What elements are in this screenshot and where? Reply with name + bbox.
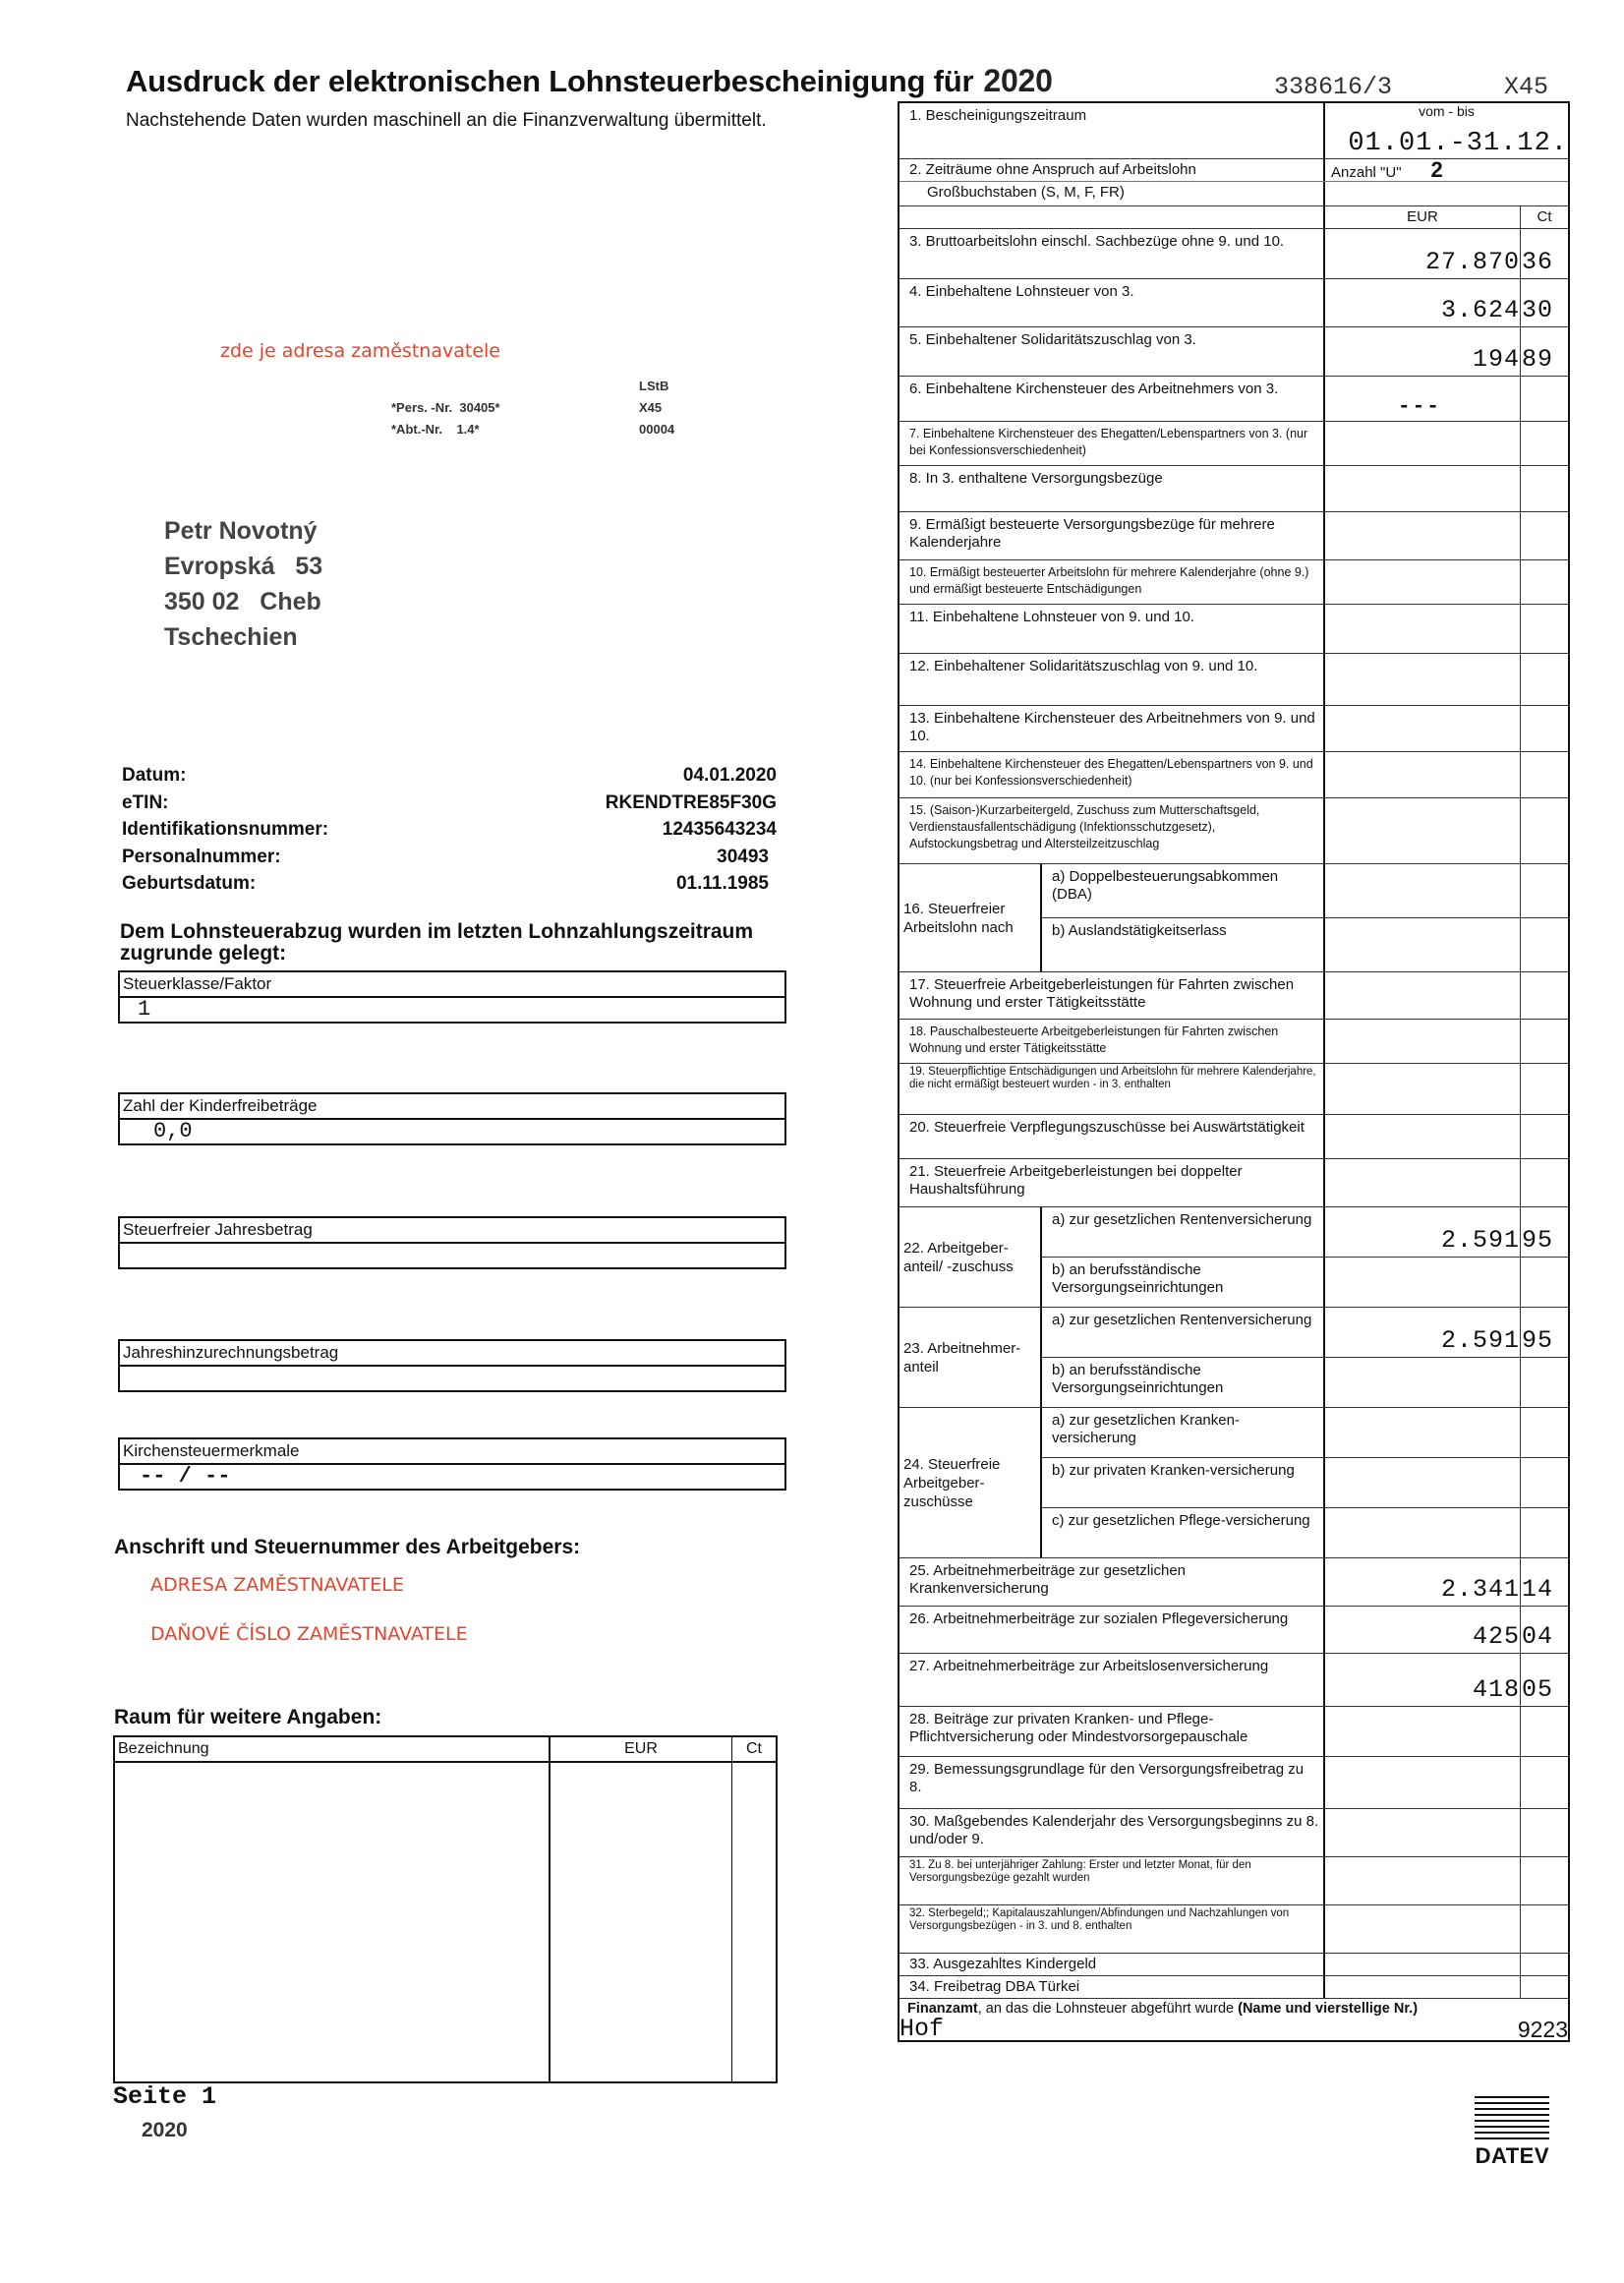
group-22 <box>899 1207 1568 1308</box>
ct-cell <box>1521 512 1568 559</box>
row-8 <box>899 466 1568 512</box>
row-3 <box>899 229 1568 279</box>
eur-cell <box>1325 1358 1521 1407</box>
period-header: vom - bis <box>1419 103 1475 119</box>
row-label: b) Auslandstätigkeitserlass <box>1042 918 1325 971</box>
ct-value: 89 <box>1522 345 1554 374</box>
title-text: Ausdruck der elektronischen Lohnsteuerbescheinigung für <box>126 64 974 98</box>
ct-cell <box>1521 1508 1568 1557</box>
eur-cell <box>1325 229 1521 278</box>
ct-cell <box>1521 1408 1568 1457</box>
row-9 <box>899 512 1568 560</box>
anzahl-value: 2 <box>1430 157 1443 182</box>
finanzamt-label-text: , an das die Lohnsteuer abgeführt wurde <box>977 2001 1239 2017</box>
eur-cell <box>1325 1308 1521 1357</box>
group-items <box>1042 1308 1568 1407</box>
row-27 <box>899 1654 1568 1707</box>
ct-cell <box>1521 1358 1568 1407</box>
code-x45: X45 <box>639 400 663 415</box>
ct-cell <box>1521 1857 1568 1904</box>
row-10 <box>899 560 1568 605</box>
weitere-angaben-table <box>113 1735 778 2083</box>
row-label: a) Doppelbesteuerungsabkommen (DBA) <box>1042 864 1325 917</box>
finanzamt-number: 9223 <box>1517 2017 1568 2042</box>
info-row <box>122 819 777 847</box>
field-label: Jahreshinzurechnungsbetrag <box>120 1341 784 1367</box>
ct-cell <box>1521 605 1568 653</box>
eur-cell <box>1325 377 1521 421</box>
ct-cell <box>1521 864 1568 917</box>
ct-cell <box>1521 1308 1568 1357</box>
row-label: 18. Pauschalbesteuerte Arbeitgeberleistungen für Fahrten zwischen Wohnung und erster Tätigkeitsstätte <box>899 1020 1325 1063</box>
row-label: 14. Einbehaltene Kirchensteuer des Ehegatten/Lebenspartners von 9. und 10. (nur bei Konfessionsverschiedenheit) <box>899 752 1325 797</box>
info-value: RKENDTRE85F30G <box>605 791 777 813</box>
ct-cell <box>1521 1707 1568 1756</box>
group-label: 23. Arbeitnehmer-anteil <box>899 1308 1042 1407</box>
row-label: 11. Einbehaltene Lohnsteuer von 9. und 10. <box>899 605 1325 653</box>
row-label: 19. Steuerpflichtige Entschädigungen und Arbeitslohn für mehrere Kalenderjahre, die nicht ermäßigt besteuert wurden - in 3. enthalten <box>899 1064 1325 1114</box>
col-eur: EUR <box>551 1737 732 1761</box>
page-number: Seite 1 <box>113 2082 217 2111</box>
ct-value: 95 <box>1522 1226 1554 1255</box>
ct-value: 36 <box>1522 248 1554 276</box>
ct-cell <box>1521 706 1568 751</box>
cell-bezeichnung <box>115 1763 551 2081</box>
finanzamt-label-end: (Name und vierstellige Nr.) <box>1238 2001 1419 2017</box>
empty-cell <box>899 206 1325 228</box>
eur-cell <box>1325 1020 1521 1063</box>
row-16-a <box>1042 864 1568 918</box>
eur-cell <box>1325 1458 1521 1507</box>
period-cell <box>1325 103 1568 158</box>
field-label: Zahl der Kinderfreibeträge <box>120 1094 784 1120</box>
group-items <box>1042 1408 1568 1557</box>
datev-wordmark: DATEV <box>1475 2143 1549 2168</box>
ct-cell <box>1521 1976 1568 1998</box>
eur-cell <box>1325 1159 1521 1206</box>
ct-cell <box>1521 377 1568 421</box>
info-value: 04.01.2020 <box>682 765 777 786</box>
document-code: X45 <box>1504 73 1549 101</box>
ct-cell <box>1521 654 1568 705</box>
datev-bars-icon <box>1471 2096 1549 2139</box>
ct-cell <box>1521 1654 1568 1706</box>
field-value <box>120 1367 784 1390</box>
weitere-angaben-heading: Raum für weitere Angaben: <box>114 1706 382 1728</box>
finanzamt-label <box>899 1999 1568 2019</box>
group-24 <box>899 1408 1568 1558</box>
eur-value: 418 <box>1472 1675 1520 1704</box>
lohnsteuerabzug-heading: Dem Lohnsteuerabzug wurden im letzten Lohnzahlungszeitraum zugrunde gelegt: <box>120 920 754 965</box>
eur-cell <box>1325 1064 1521 1114</box>
footer-year: 2020 <box>142 2119 188 2141</box>
row-label: 3. Bruttoarbeitslohn einschl. Sachbezüge ohne 9. und 10. <box>899 229 1325 278</box>
field-label: Steuerfreier Jahresbetrag <box>120 1218 784 1244</box>
table-body <box>115 1763 776 2081</box>
row-label: a) zur gesetzlichen Kranken-versicherung <box>1042 1408 1325 1457</box>
certificate-table <box>898 101 1570 1999</box>
code-abt-nr: *Abt.-Nr. 1.4* <box>391 422 480 437</box>
period-value: 01.01.-31.12. <box>1348 129 1568 158</box>
row-label: a) zur gesetzlichen Rentenversicherung <box>1042 1308 1325 1357</box>
ct-value: 05 <box>1522 1675 1554 1704</box>
eur-cell <box>1325 279 1521 326</box>
row-19 <box>899 1064 1568 1115</box>
ct-cell <box>1521 1954 1568 1975</box>
document-subtitle: Nachstehende Daten wurden maschinell an die Finanzverwaltung übermittelt. <box>126 110 767 131</box>
row-14 <box>899 752 1568 798</box>
eur-cell <box>1325 1558 1521 1606</box>
eur-cell <box>1325 798 1521 863</box>
ct-cell <box>1521 752 1568 797</box>
finanzamt-label-bold: Finanzamt <box>907 2001 978 2017</box>
rows-3-15 <box>899 229 1568 864</box>
row-label: 7. Einbehaltene Kirchensteuer des Ehegatten/Lebenspartners von 3. (nur bei Konfessionsverschiedenheit) <box>899 422 1325 465</box>
row-5 <box>899 327 1568 377</box>
row-29 <box>899 1757 1568 1809</box>
row-22-b <box>1042 1258 1568 1307</box>
ct-value: 95 <box>1522 1326 1554 1355</box>
eur-cell <box>1325 1954 1521 1975</box>
ct-cell <box>1521 918 1568 971</box>
ct-cell <box>1521 1458 1568 1507</box>
finanzamt-box <box>898 1999 1570 2042</box>
field-kirchensteuermerkmale <box>118 1437 786 1491</box>
ct-cell <box>1521 1809 1568 1856</box>
employer-address: ADRESA ZAMĚSTNAVATELE <box>150 1574 404 1596</box>
datev-logo <box>1471 2096 1549 2169</box>
row-2-sub <box>899 182 1568 206</box>
eur-cell <box>1325 918 1521 971</box>
eur-value: --- <box>1398 396 1441 419</box>
ct-cell <box>1521 1558 1568 1606</box>
row-11 <box>899 605 1568 654</box>
eur-value: 2.341 <box>1440 1575 1520 1604</box>
ct-cell <box>1521 422 1568 465</box>
row-6 <box>899 377 1568 422</box>
col-eur: EUR <box>1325 206 1521 228</box>
field-steuerklasse <box>118 970 786 1024</box>
employer-heading: Anschrift und Steuernummer des Arbeitgebers: <box>114 1536 581 1558</box>
group-items <box>1042 864 1568 971</box>
eur-value: 2.591 <box>1440 1326 1520 1355</box>
col-ct: Ct <box>1537 208 1552 225</box>
eur-cell <box>1325 1707 1521 1756</box>
eur-cell <box>1325 864 1521 917</box>
row-28 <box>899 1707 1568 1757</box>
ct-cell <box>1521 972 1568 1019</box>
row-label: 4. Einbehaltene Lohnsteuer von 3. <box>899 279 1325 326</box>
row-33 <box>899 1954 1568 1976</box>
info-row <box>122 873 777 901</box>
eur-value: 194 <box>1472 345 1520 374</box>
eur-cell <box>1325 422 1521 465</box>
cell-eur <box>551 1763 732 2081</box>
row-34 <box>899 1976 1568 1999</box>
row-12 <box>899 654 1568 706</box>
row-label: 13. Einbehaltene Kirchensteuer des Arbeitnehmers von 9. und 10. <box>899 706 1325 751</box>
ct-cell <box>1521 327 1568 376</box>
row-23-a <box>1042 1308 1568 1358</box>
group-label: 22. Arbeitgeber-anteil/ -zuschuss <box>899 1207 1042 1307</box>
row-24-a <box>1042 1408 1568 1458</box>
col-ct: Ct <box>746 1740 762 1757</box>
info-row <box>122 792 777 820</box>
eur-cell <box>1325 1905 1521 1953</box>
row-label: 21. Steuerfreie Arbeitgeberleistungen bei doppelter Haushaltsführung <box>899 1159 1325 1206</box>
row-31 <box>899 1857 1568 1905</box>
row-18 <box>899 1020 1568 1064</box>
ct-cell <box>1521 279 1568 326</box>
row-label: 28. Beiträge zur privaten Kranken- und Pflege-Pflichtversicherung oder Mindestvorsorgepauschale <box>899 1707 1325 1756</box>
employer-address-placeholder: zde je adresa zaměstnavatele <box>220 340 500 362</box>
row-label: 15. (Saison-)Kurzarbeitergeld, Zuschuss zum Mutterschaftsgeld, Verdienstausfallentschädigung (Infektionsschutzgesetz), Aufstockungsbetrag und Altersteilzeitzuschlag <box>899 798 1325 863</box>
eur-cell <box>1325 512 1521 559</box>
employer-tax-number: DAŇOVÉ ČÍSLO ZAMĚSTNAVATELE <box>150 1623 468 1645</box>
employee-city: 350 02 Cheb <box>164 588 321 615</box>
eur-value: 27.870 <box>1424 248 1520 276</box>
row-25 <box>899 1558 1568 1607</box>
row-21 <box>899 1159 1568 1207</box>
employee-name: Petr Novotný <box>164 517 318 545</box>
field-label: Kirchensteuermerkmale <box>120 1439 784 1465</box>
ct-value: 30 <box>1522 296 1554 324</box>
row-label: 29. Bemessungsgrundlage für den Versorgungsfreibetrag zu 8. <box>899 1757 1325 1808</box>
row-24-c <box>1042 1508 1568 1557</box>
employee-info <box>122 765 777 901</box>
field-label: Steuerklasse/Faktor <box>120 972 784 998</box>
info-label: Geburtsdatum: <box>122 873 257 894</box>
cell-ct <box>732 1763 776 2081</box>
col-bezeichnung: Bezeichnung <box>115 1737 551 1761</box>
eur-cell <box>1325 752 1521 797</box>
row-label: b) an berufsständische Versorgungseinrichtungen <box>1042 1258 1325 1307</box>
ct-cell <box>1521 1757 1568 1808</box>
finanzamt-line <box>899 2015 1568 2043</box>
row-label: b) zur privaten Kranken-versicherung <box>1042 1458 1325 1507</box>
employee-country: Tschechien <box>164 623 298 651</box>
code-number: 00004 <box>639 422 675 437</box>
group-items <box>1042 1207 1568 1307</box>
row-22-a <box>1042 1207 1568 1258</box>
ct-value: 04 <box>1522 1622 1554 1651</box>
ct-cell <box>1521 1258 1568 1307</box>
row-23-b <box>1042 1358 1568 1407</box>
eur-value: 3.624 <box>1440 296 1520 324</box>
info-row <box>122 765 777 792</box>
field-value: 1 <box>138 997 151 1022</box>
row-label: 33. Ausgezahltes Kindergeld <box>899 1954 1325 1975</box>
row-label: a) zur gesetzlichen Rentenversicherung <box>1042 1207 1325 1257</box>
field-value: -- / -- <box>140 1464 231 1489</box>
row-15 <box>899 798 1568 864</box>
group-label: 24. Steuerfreie Arbeitgeber-zuschüsse <box>899 1408 1042 1557</box>
ct-cell <box>1521 560 1568 604</box>
row-7 <box>899 422 1568 466</box>
info-label: Datum: <box>122 765 187 786</box>
eur-cell <box>1325 1757 1521 1808</box>
eur-cell <box>1325 1115 1521 1158</box>
ct-cell <box>1521 1064 1568 1114</box>
row-26 <box>899 1607 1568 1654</box>
ct-cell <box>1521 1207 1568 1257</box>
ct-cell <box>1521 798 1568 863</box>
group-23 <box>899 1308 1568 1408</box>
title-year: 2020 <box>983 63 1053 98</box>
row-label: Großbuchstaben (S, M, F, FR) <box>899 182 1325 205</box>
eur-cell <box>1325 1654 1521 1706</box>
ct-cell <box>1521 1905 1568 1953</box>
document-title <box>126 63 1053 99</box>
empty-cell <box>1325 182 1568 205</box>
eur-cell <box>1325 1258 1521 1307</box>
row-30 <box>899 1809 1568 1857</box>
group-label: 16. Steuerfreier Arbeitslohn nach <box>899 864 1042 971</box>
row-label: 17. Steuerfreie Arbeitgeberleistungen für Fahrten zwischen Wohnung und erster Tätigkeitsstätte <box>899 972 1325 1019</box>
row-label: 5. Einbehaltener Solidaritätszuschlag von 3. <box>899 327 1325 376</box>
eur-value: 425 <box>1472 1622 1520 1651</box>
row-1 <box>899 103 1568 159</box>
row-label: 32. Sterbegeld;; Kapitalauszahlungen/Abfindungen und Nachzahlungen von Versorgungsbezügen - in 3. und 8. enthalten <box>899 1905 1325 1953</box>
eur-cell <box>1325 1809 1521 1856</box>
rows-25-34 <box>899 1558 1568 1999</box>
row-label: 20. Steuerfreie Verpflegungszuschüsse bei Auswärtstätigkeit <box>899 1115 1325 1158</box>
eur-cell <box>1325 1857 1521 1904</box>
field-value <box>120 1244 784 1267</box>
eur-cell <box>1325 972 1521 1019</box>
eur-cell <box>1325 1607 1521 1653</box>
row-label: 12. Einbehaltener Solidaritätszuschlag von 9. und 10. <box>899 654 1325 705</box>
row-24-b <box>1042 1458 1568 1508</box>
info-row <box>122 847 777 874</box>
table-header <box>115 1737 776 1763</box>
eur-cell <box>1325 560 1521 604</box>
row-20 <box>899 1115 1568 1159</box>
ct-cell <box>1521 1020 1568 1063</box>
eur-cell <box>1325 1207 1521 1257</box>
ct-cell <box>1521 229 1568 278</box>
ct-cell <box>1521 1159 1568 1206</box>
anzahl-cell <box>1325 159 1568 181</box>
eur-cell <box>1325 466 1521 511</box>
document-number: 338616/3 <box>1274 73 1393 101</box>
code-lstb: LStB <box>639 379 669 393</box>
info-label: Identifikationsnummer: <box>122 819 329 840</box>
field-kinderfreibetraege <box>118 1092 786 1145</box>
ct-cell <box>1521 1115 1568 1158</box>
eur-cell <box>1325 1976 1521 1998</box>
row-16-b <box>1042 918 1568 971</box>
eur-cell <box>1325 654 1521 705</box>
row-17 <box>899 972 1568 1020</box>
code-pers-nr: *Pers. -Nr. 30405* <box>391 400 500 415</box>
field-value: 0,0 <box>153 1119 193 1143</box>
row-label: 25. Arbeitnehmerbeiträge zur gesetzlichen Krankenversicherung <box>899 1558 1325 1606</box>
eur-value: 2.591 <box>1440 1226 1520 1255</box>
employee-address <box>164 513 322 655</box>
eur-cell <box>1325 1408 1521 1457</box>
eur-cell <box>1325 1508 1521 1557</box>
rows-17-21 <box>899 972 1568 1207</box>
eur-cell <box>1325 605 1521 653</box>
row-label: 1. Bescheinigungszeitraum <box>899 103 1325 158</box>
currency-header <box>899 206 1568 229</box>
row-label: 30. Maßgebendes Kalenderjahr des Versorgungsbeginns zu 8. und/oder 9. <box>899 1809 1325 1856</box>
row-label: 2. Zeiträume ohne Anspruch auf Arbeitslohn <box>899 159 1325 181</box>
row-label: 10. Ermäßigt besteuerter Arbeitslohn für mehrere Kalenderjahre (ohne 9.) und ermäßigt besteuerte Entschädigungen <box>899 560 1325 604</box>
row-label: c) zur gesetzlichen Pflege-versicherung <box>1042 1508 1325 1557</box>
row-label: 6. Einbehaltene Kirchensteuer des Arbeitnehmers von 3. <box>899 377 1325 421</box>
field-steuerfreier-jahresbetrag <box>118 1216 786 1269</box>
ct-value: 14 <box>1522 1575 1554 1604</box>
row-label: 34. Freibetrag DBA Türkei <box>899 1976 1325 1998</box>
row-label: b) an berufsständische Versorgungseinrichtungen <box>1042 1358 1325 1407</box>
finanzamt-name: Hof <box>899 2015 945 2043</box>
info-value: 01.11.1985 <box>675 873 769 894</box>
eur-cell <box>1325 706 1521 751</box>
eur-cell <box>1325 327 1521 376</box>
info-value: 12435643234 <box>662 819 777 840</box>
info-label: Personalnummer: <box>122 846 281 867</box>
group-16 <box>899 864 1568 972</box>
row-label: 31. Zu 8. bei unterjähriger Zahlung: Erster und letzter Monat, für den Versorgungsbezüge gezahlt wurden <box>899 1857 1325 1904</box>
row-label: 26. Arbeitnehmerbeiträge zur sozialen Pflegeversicherung <box>899 1607 1325 1653</box>
row-13 <box>899 706 1568 752</box>
row-32 <box>899 1905 1568 1954</box>
row-label: 8. In 3. enthaltene Versorgungsbezüge <box>899 466 1325 511</box>
employee-street: Evropská 53 <box>164 553 323 580</box>
row-label: 9. Ermäßigt besteuerte Versorgungsbezüge für mehrere Kalenderjahre <box>899 512 1325 559</box>
ct-cell <box>1521 1607 1568 1653</box>
ct-cell <box>1521 466 1568 511</box>
row-2 <box>899 159 1568 182</box>
row-label: 27. Arbeitnehmerbeiträge zur Arbeitslosenversicherung <box>899 1654 1325 1706</box>
row-4 <box>899 279 1568 327</box>
info-label: eTIN: <box>122 791 169 813</box>
info-value: 30493 <box>717 846 769 867</box>
field-jahreshinzurechnungsbetrag <box>118 1339 786 1392</box>
anzahl-label: Anzahl "U" <box>1331 164 1402 181</box>
